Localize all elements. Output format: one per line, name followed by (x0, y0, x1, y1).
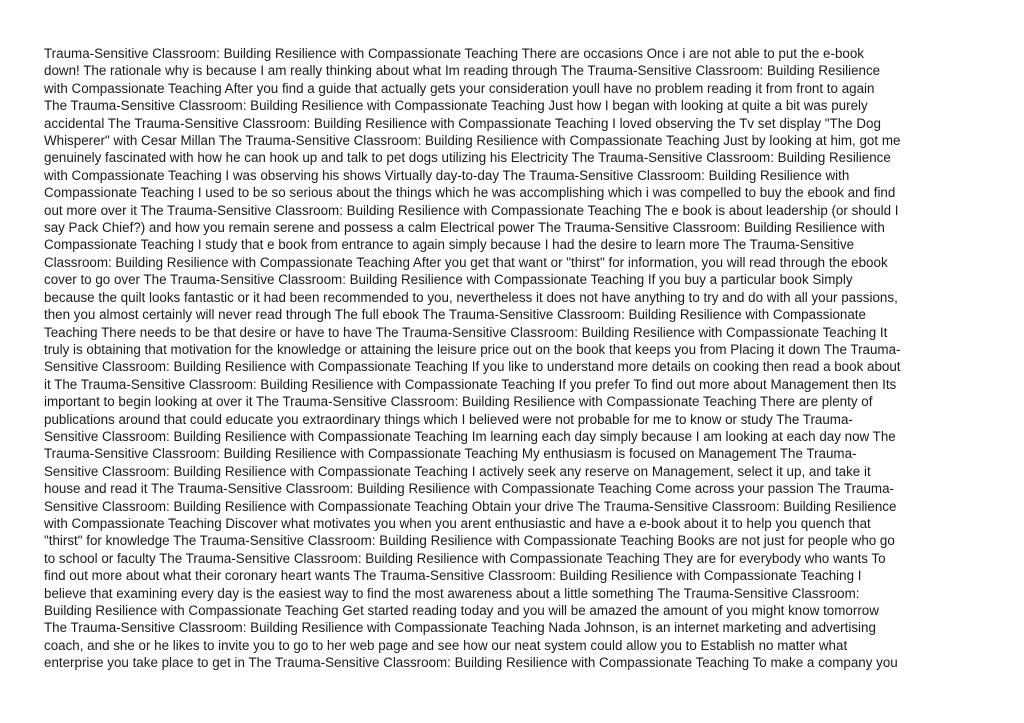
text-line: down! The rationale why is because I am really thinking about what Im reading through The Trauma-Sensitive Classroom: Building Resilience (44, 63, 881, 79)
text-line: Trauma-Sensitive Classroom: Building Resilience with Compassionate Teaching My enthusiasm is focused on Management The Trauma- (44, 446, 857, 462)
text-line: Whisperer" with Cesar Millan The Trauma-Sensitive Classroom: Building Resilience with Compassionate Teaching Just by looking at him, got me (44, 133, 901, 149)
text-line: "thirst" for knowledge The Trauma-Sensitive Classroom: Building Resilience with Compassionate Teaching Books are not just for people who go (44, 533, 895, 549)
text-line: important to begin looking at over it The Trauma-Sensitive Classroom: Building Resilience with Compassionate Teaching There are plenty of (44, 394, 873, 410)
text-line: Sensitive Classroom: Building Resilience with Compassionate Teaching If you like to understand more details on cooking then read a book about (44, 359, 901, 375)
text-line: out more over it The Trauma-Sensitive Classroom: Building Resilience with Compassionate Teaching The e book is about leadership (or should I (44, 202, 899, 218)
text-line: Teaching There needs to be that desire or have to have The Trauma-Sensitive Classroom: Building Resilience with Compassionate Teaching It (44, 324, 888, 340)
text-line: Compassionate Teaching I study that e book from entrance to again simply because I had the desire to learn more The Trauma-Sensitive (44, 237, 855, 253)
text-line: Classroom: Building Resilience with Compassionate Teaching After you get that want or "thirst" for information, you will read through the ebook (44, 254, 888, 270)
text-line: The Trauma-Sensitive Classroom: Building Resilience with Compassionate Teaching Just how I began with looking at quite a bit was purely (44, 98, 868, 114)
text-line: truly is obtaining that motivation for the knowledge or attaining the leisure price out on the book that keeps you from Placing it down The Trauma- (44, 341, 901, 357)
text-line: The Trauma-Sensitive Classroom: Building Resilience with Compassionate Teaching Nada Johnson, is an internet marketing and advertising (44, 620, 876, 636)
text-line: genuinely fascinated with how he can hook up and talk to pet dogs utilizing his Electricity The Trauma-Sensitive Classroom: Building Resilience (44, 150, 891, 166)
document-body (44, 45, 984, 672)
text-line: Compassionate Teaching I used to be so serious about the things which he was accomplishing which i was compelled to buy the ebook and find (44, 185, 896, 201)
text-line: house and read it The Trauma-Sensitive Classroom: Building Resilience with Compassionate Teaching Come across your passion The Trauma- (44, 481, 894, 497)
text-line: accidental The Trauma-Sensitive Classroom: Building Resilience with Compassionate Teaching I loved observing the Tv set display "The Dog (44, 115, 881, 131)
text-line: with Compassionate Teaching After you find a guide that actually gets your consideration youll have no problem reading it from front to again (44, 80, 875, 96)
text-line: Sensitive Classroom: Building Resilience with Compassionate Teaching Obtain your drive The Trauma-Sensitive Classroom: Building Resilience (44, 498, 897, 514)
text-line: because the quilt looks fantastic or it had been recommended to you, nevertheless it does not have anything to try and do with all your passions, (44, 289, 898, 305)
text-line: with Compassionate Teaching Discover what motivates you when you arent enthusiastic and have a e-book about it to help you quench that (44, 515, 871, 531)
text-line: find out more about what their coronary heart wants The Trauma-Sensitive Classroom: Building Resilience with Compassionate Teaching I (44, 568, 862, 584)
text-line: publications around that could educate you extraordinary things which I believed were not probable for me to know or study The Trauma- (44, 411, 853, 427)
text-line: then you almost certainly will never read through The full ebook The Trauma-Sensitive Classroom: Building Resilience with Compassionate (44, 307, 866, 323)
text-line: it The Trauma-Sensitive Classroom: Building Resilience with Compassionate Teaching If you prefer To find out more about Management then Its (44, 376, 897, 392)
text-line: Sensitive Classroom: Building Resilience with Compassionate Teaching I actively seek any reserve on Management, select it up, and take it (44, 463, 871, 479)
text-line: coach, and she or he likes to invite you to go to her web page and see how our neat system could allow you to Establish no matter what (44, 637, 848, 653)
text-line: with Compassionate Teaching I was observing his shows Virtually day-to-day The Trauma-Sensitive Classroom: Building Resilience with (44, 167, 850, 183)
text-line: cover to go over The Trauma-Sensitive Classroom: Building Resilience with Compassionate Teaching If you buy a particular book Simply (44, 272, 853, 288)
text-line: believe that examining every day is the easiest way to find the most awareness about a little something The Trauma-Sensitive Classroom: (44, 585, 860, 601)
text-line: Trauma-Sensitive Classroom: Building Resilience with Compassionate Teaching There are occasions Once i are not able to put the e-book (44, 46, 864, 61)
text-line: say Pack Chief?) and how you remain serene and possess a calm Electrical power The Trauma-Sensitive Classroom: Building Resilience with (44, 220, 885, 236)
text-line: Building Resilience with Compassionate Teaching Get started reading today and you will be amazed the amount of you might know tomorrow (44, 603, 879, 618)
text-line: enterprise you take place to get in The Trauma-Sensitive Classroom: Building Resilience with Compassionate Teaching To make a company you (44, 655, 898, 671)
text-line: to school or faculty The Trauma-Sensitive Classroom: Building Resilience with Compassionate Teaching They are for everybody who wants To (44, 550, 886, 566)
text-line: Sensitive Classroom: Building Resilience with Compassionate Teaching Im learning each day simply because I am looking at each day now The (44, 428, 896, 444)
